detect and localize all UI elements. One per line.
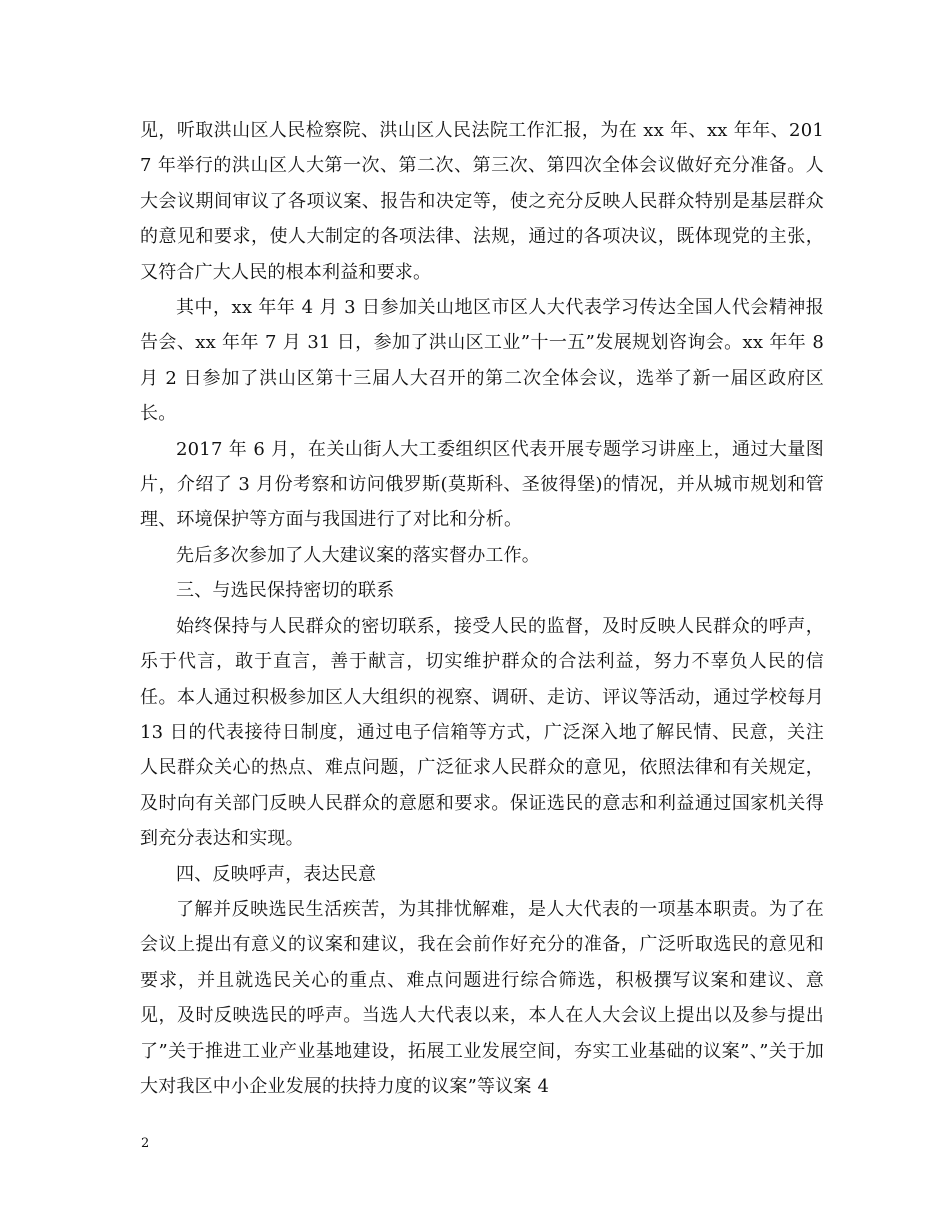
section-heading-voter-contact: 三、与选民保持密切的联系 <box>176 580 395 602</box>
paragraph-continuation: 见，听取洪山区人民检察院、洪山区人民法院工作汇报，为在 xx 年、xx 年年、2017 年举行的洪山区人大第一次、第二次、第三次、第四次全体会议做好充分准备。人大会议期间审议了各项议案、报告和决定等，使之充分反映人民群众特别是基层群众的意见和要求，使人大制定的各项法律、法规，通过的各项决议，既体现党的主张，又符合广大人民的根本利益和要求。 <box>140 120 824 283</box>
page-number: 2 <box>141 1136 150 1151</box>
paragraph-meetings: 其中，xx 年年 4 月 3 日参加关山地区市区人大代表学习传达全国人代会精神报告会、xx 年年 7 月 31 日，参加了洪山区工业”十一五”发展规划咨询会。xx 年年 8 月 2 日参加了洪山区第十三届人大召开的第二次全体会议，选举了新一届区政府区长。 <box>140 297 824 425</box>
paragraph-lecture: 2017 年 6 月，在关山街人大工委组织区代表开展专题学习讲座上，通过大量图片，介绍了 3 月份考察和访问俄罗斯(莫斯科、圣彼得堡)的情况，并从城市规划和管理、环境保护等方面与我国进行了对比和分析。 <box>140 438 824 531</box>
paragraph-public-opinion: 了解并反映选民生活疾苦，为其排忧解难，是人大代表的一项基本职责。为了在会议上提出有意义的议案和建议，我在会前作好充分的准备，广泛听取选民的意见和要求，并且就选民关心的重点、难点问题进行综合筛选，积极撰写议案和建议、意见，及时反映选民的呼声。当选人大代表以来，本人在人大会议上提出以及参与提出了”关于推进工业产业基地建设，拓展工业发展空间，夯实工业基础的议案”、”关于加大对我区中小企业发展的扶持力度的议案”等议案 4 <box>140 898 824 1097</box>
section-heading-public-opinion: 四、反映呼声，表达民意 <box>176 863 377 885</box>
paragraph-supervision: 先后多次参加了人大建议案的落实督办工作。 <box>176 544 540 566</box>
document-body <box>140 113 824 1104</box>
paragraph-voter-contact: 始终保持与人民群众的密切联系，接受人民的监督，及时反映人民群众的呼声，乐于代言，敢于直言，善于献言，切实维护群众的合法利益，努力不辜负人民的信任。本人通过积极参加区人大组织的视察、调研、走访、评议等活动，通过学校每月 13 日的代表接待日制度，通过电子信箱等方式，广泛深入地了解民情、民意，关注人民群众关心的热点、难点问题，广泛征求人民群众的意见，依照法律和有关规定，及时向有关部门反映人民群众的意愿和要求。保证选民的意志和利益通过国家机关得到充分表达和实现。 <box>140 615 824 850</box>
